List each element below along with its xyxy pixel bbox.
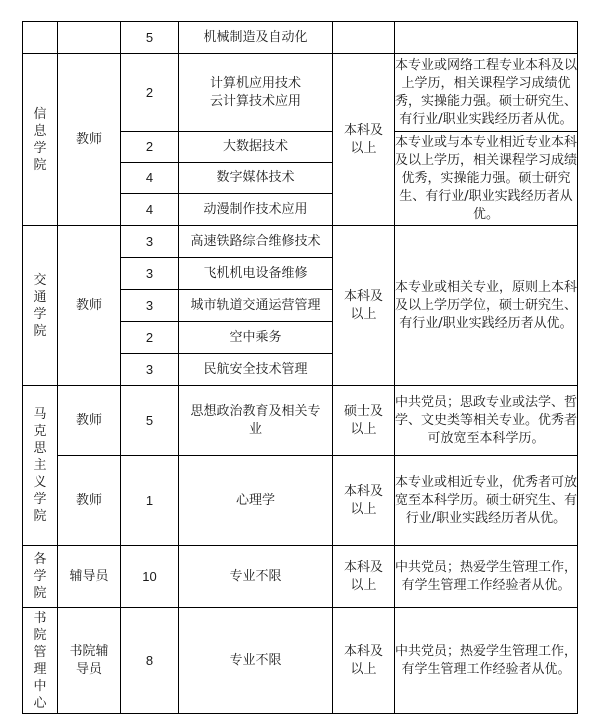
position-cell: 教师 bbox=[58, 386, 121, 456]
recruitment-table bbox=[22, 21, 578, 714]
college-char: 管 bbox=[33, 644, 47, 660]
major-cell: 城市轨道交通运营管理 bbox=[179, 290, 333, 322]
education-cell bbox=[333, 54, 395, 226]
count-cell: 3 bbox=[121, 258, 179, 290]
college-char: 信 bbox=[33, 106, 47, 122]
major-line: 云计算技术应用 bbox=[209, 93, 301, 109]
college-char: 息 bbox=[33, 123, 47, 139]
education-line: 以上 bbox=[350, 306, 377, 322]
education-line: 本科及 bbox=[343, 643, 383, 659]
college-char: 理 bbox=[33, 661, 47, 677]
table-row bbox=[23, 456, 578, 546]
count-cell: 10 bbox=[121, 546, 179, 608]
major-cell: 大数据技术 bbox=[179, 132, 333, 163]
major-cell: 数字媒体技术 bbox=[179, 163, 333, 194]
position-cell: 教师 bbox=[58, 226, 121, 386]
education-line: 本科及 bbox=[343, 559, 383, 575]
education-line: 以上 bbox=[350, 501, 377, 517]
education-cell bbox=[333, 546, 395, 608]
requirement-cell bbox=[395, 22, 578, 54]
major-cell: 动漫制作技术应用 bbox=[179, 194, 333, 226]
position-cell: 辅导员 bbox=[58, 546, 121, 608]
college-char: 院 bbox=[33, 627, 47, 643]
position-cell: 教师 bbox=[58, 54, 121, 226]
count-cell: 3 bbox=[121, 226, 179, 258]
count-cell: 5 bbox=[121, 386, 179, 456]
education-line: 以上 bbox=[350, 577, 377, 593]
college-char: 书 bbox=[33, 610, 47, 626]
college-cell bbox=[23, 54, 58, 226]
position-cell: 教师 bbox=[58, 456, 121, 546]
education-cell bbox=[333, 226, 395, 386]
education-line: 以上 bbox=[350, 661, 377, 677]
college-char: 义 bbox=[33, 475, 47, 490]
major-cell bbox=[179, 54, 333, 132]
college-char: 院 bbox=[33, 323, 47, 339]
college-char: 院 bbox=[33, 157, 47, 173]
college-char: 学 bbox=[33, 140, 47, 156]
education-cell bbox=[333, 386, 395, 456]
count-cell: 5 bbox=[121, 22, 179, 54]
college-cell bbox=[23, 546, 58, 608]
college-char: 中 bbox=[33, 678, 47, 694]
major-cell: 机械制造及自动化 bbox=[179, 22, 333, 54]
college-cell bbox=[23, 22, 58, 54]
position-line: 导员 bbox=[75, 661, 102, 677]
count-cell: 1 bbox=[121, 456, 179, 546]
count-cell: 3 bbox=[121, 354, 179, 386]
count-cell: 4 bbox=[121, 194, 179, 226]
major-line: 思想政治教育及相关专 bbox=[190, 403, 321, 419]
count-cell: 8 bbox=[121, 608, 179, 714]
education-cell bbox=[333, 22, 395, 54]
college-char: 通 bbox=[33, 289, 47, 305]
education-cell bbox=[333, 608, 395, 714]
college-cell bbox=[23, 226, 58, 386]
count-cell: 2 bbox=[121, 132, 179, 163]
count-cell: 2 bbox=[121, 54, 179, 132]
requirement-cell: 中共党员；热爱学生管理工作，有学生管理工作经验者从优。 bbox=[395, 608, 578, 714]
college-char: 院 bbox=[33, 509, 47, 524]
major-cell: 空中乘务 bbox=[179, 322, 333, 354]
requirement-cell: 中共党员；思政专业或法学、哲学、文史类等相关专业。优秀者可放宽至本科学历。 bbox=[395, 386, 578, 456]
major-cell: 专业不限 bbox=[179, 546, 333, 608]
education-cell bbox=[333, 456, 395, 546]
major-cell: 飞机机电设备维修 bbox=[179, 258, 333, 290]
college-char: 交 bbox=[33, 272, 47, 288]
college-char: 思 bbox=[33, 441, 47, 456]
requirement-cell: 本专业或网络工程专业本科及以上学历，相关课程学习成绩优秀，实操能力强。硕士研究生、有行业/职业实践经历者从优。 bbox=[395, 54, 578, 132]
education-line: 以上 bbox=[350, 421, 377, 437]
major-cell bbox=[179, 386, 333, 456]
major-line: 计算机应用技术 bbox=[209, 75, 301, 91]
position-line: 书院辅 bbox=[69, 643, 109, 659]
college-char: 马 bbox=[33, 407, 47, 422]
college-char: 院 bbox=[33, 586, 47, 601]
education-line: 本科及 bbox=[343, 483, 383, 499]
position-cell bbox=[58, 22, 121, 54]
table-row bbox=[23, 226, 578, 258]
table-row bbox=[23, 54, 578, 132]
major-cell: 专业不限 bbox=[179, 608, 333, 714]
college-char: 主 bbox=[33, 458, 47, 473]
major-cell: 民航安全技术管理 bbox=[179, 354, 333, 386]
major-cell: 高速铁路综合维修技术 bbox=[179, 226, 333, 258]
table-row bbox=[23, 386, 578, 456]
major-cell: 心理学 bbox=[179, 456, 333, 546]
requirement-cell: 本专业或与本专业相近专业本科及以上学历，相关课程学习成绩优秀，实操能力强。硕士研究生、有行业/职业实践经历者从优。 bbox=[395, 132, 578, 226]
count-cell: 2 bbox=[121, 322, 179, 354]
education-line: 以上 bbox=[350, 140, 377, 156]
count-cell: 4 bbox=[121, 163, 179, 194]
education-line: 本科及 bbox=[343, 288, 383, 304]
position-cell bbox=[58, 608, 121, 714]
requirement-cell: 本专业或相近专业，优秀者可放宽至本科学历。硕士研究生、有行业/职业实践经历者从优。 bbox=[395, 456, 578, 546]
requirement-cell: 本专业或相关专业，原则上本科及以上学历学位，硕士研究生、有行业/职业实践经历者从优。 bbox=[395, 226, 578, 386]
college-char: 学 bbox=[33, 492, 47, 507]
education-line: 本科及 bbox=[343, 122, 383, 138]
college-char: 学 bbox=[33, 569, 47, 584]
table-row bbox=[23, 546, 578, 608]
college-cell bbox=[23, 386, 58, 546]
college-char: 学 bbox=[33, 306, 47, 322]
requirement-cell: 中共党员；热爱学生管理工作，有学生管理工作经验者从优。 bbox=[395, 546, 578, 608]
table-row bbox=[23, 22, 578, 54]
count-cell: 3 bbox=[121, 290, 179, 322]
table-row bbox=[23, 608, 578, 714]
college-char: 各 bbox=[33, 552, 47, 567]
college-char: 心 bbox=[33, 695, 47, 711]
college-char: 克 bbox=[33, 424, 47, 439]
major-line: 业 bbox=[248, 421, 262, 437]
education-line: 硕士及 bbox=[343, 403, 383, 419]
college-cell bbox=[23, 608, 58, 714]
